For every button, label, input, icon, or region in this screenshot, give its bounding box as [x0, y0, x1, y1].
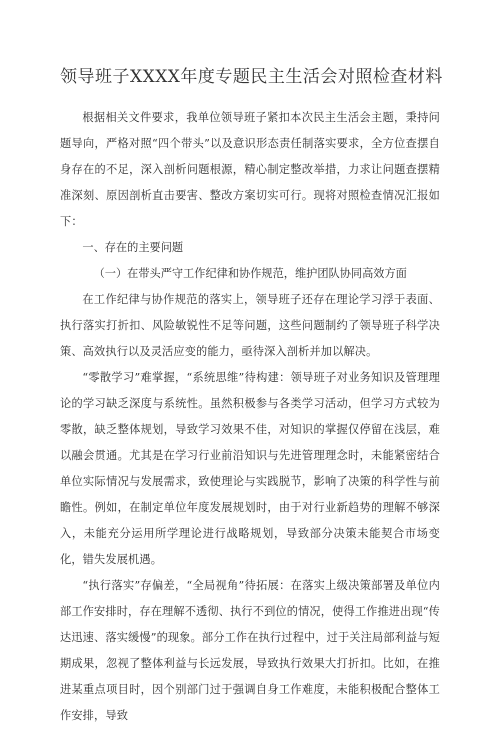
- section-heading-problems: 一、存在的主要问题: [82, 241, 184, 254]
- intro-paragraph: 根据相关文件要求，我单位领导班子紧扣本次民主生活会主题，秉持问题导向，严格对照“四个带头”以及意识形态责任制落实要求，全方位查摆自身存在的不足，深入剖析问题根源，精心制定整改举措，力求让问题查摆精准深刻、原因剖析直击要害、整改方案切实可行。现将对照检查情况汇报如下：: [60, 111, 440, 228]
- subsection-heading-discipline: （一）在带头严守工作纪律和协作规范，维护团队协同高效方面: [93, 267, 407, 280]
- body-paragraph-2: “零散学习”难掌握，“系统思维”待构建：领导班子对业务知识及管理理论的学习缺乏深度与系统性。虽然积极参与各类学习活动，但学习方式较为零散，缺乏整体规划，导致学习效果不佳，对知识的掌握仅停留在浅层，难以融会贯通。尤其是在学习行业前沿知识与先进管理理念时，未能紧密结合单位实际情况与发展需求，致使理论与实践脱节，影响了决策的科学性与前瞻性。例如，在制定单位年度发展规划时，由于对行业新趋势的理解不够深入，未能充分运用所学理论进行战略规划，导致部分决策未能契合市场变化，错失发展机遇。: [60, 371, 440, 566]
- body-paragraph-3: “执行落实”存偏差，“全局视角”待拓展：在落实上级决策部署及单位内部工作安排时，存在理解不透彻、执行不到位的情况，使得工作推进出现“传达迅速、落实缓慢”的现象。部分工作在执行过程中，过于关注局部利益与短期成果，忽视了整体利益与长远发展，导致执行效果大打折扣。比如，在推进某重点项目时，因个别部门过于强调自身工作难度，未能积极配合整体工作安排，导致: [60, 579, 441, 722]
- document-title: 领导班子XXXX年度专题民主生活会对照检查材料: [60, 67, 443, 87]
- body-paragraph-1: 在工作纪律与协作规范的落实上，领导班子还存在理论学习浮于表面、执行落实打折扣、风险敏锐性不足等问题，这些问题制约了领导班子科学决策、高效执行以及灵活应变的能力，亟待深入剖析并加以解决。: [60, 293, 440, 358]
